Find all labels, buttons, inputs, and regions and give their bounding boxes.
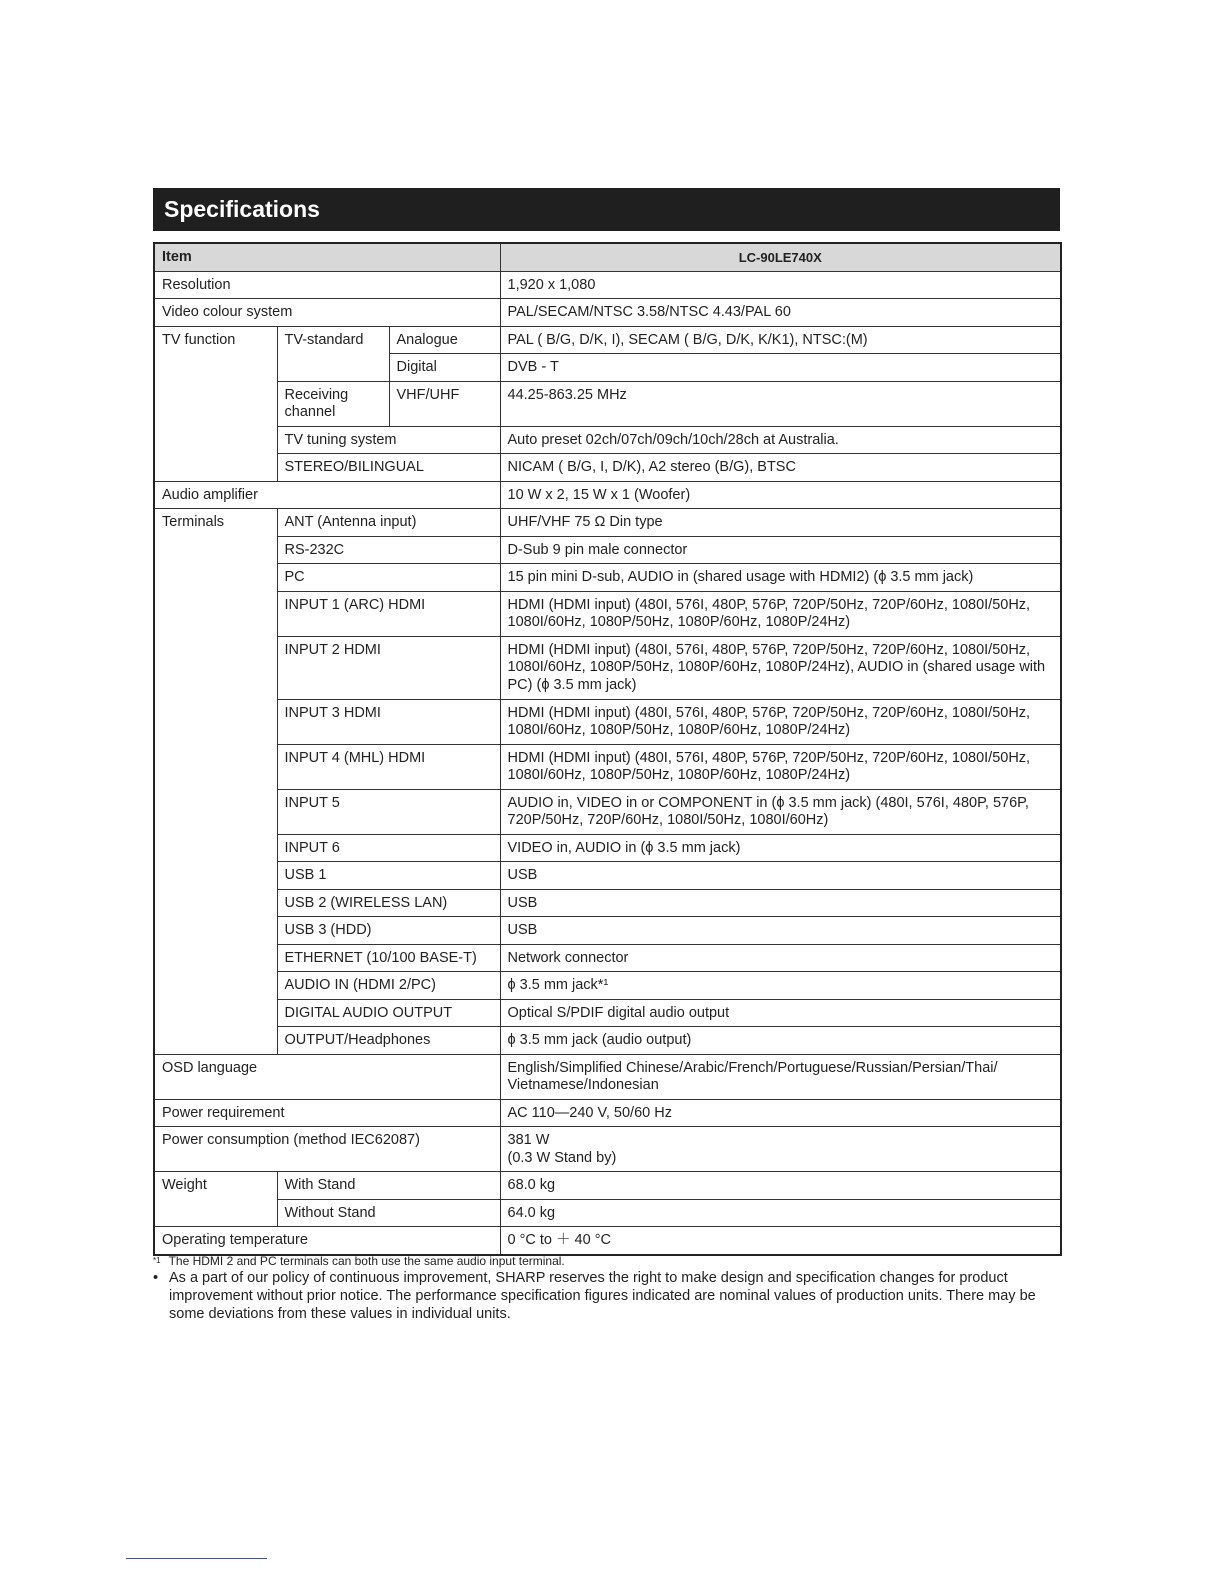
row-sublabel: Receiving channel [277,381,389,426]
row-value: 44.25-863.25 MHz [500,381,1061,426]
table-row [154,299,1061,327]
row-value: D-Sub 9 pin male connector [500,536,1061,564]
row-sublabel: INPUT 5 [277,789,500,834]
table-row [154,381,1061,426]
row-sublabel: DIGITAL AUDIO OUTPUT [277,999,500,1027]
row-value: ϕ 3.5 mm jack*¹ [500,972,1061,1000]
table-row [154,1172,1061,1200]
row-label: Operating temperature [154,1227,500,1255]
disclaimer-note [153,1269,1068,1323]
row-subsublabel: VHF/UHF [389,381,500,426]
row-sublabel: PC [277,564,500,592]
row-sublabel: ANT (Antenna input) [277,509,500,537]
row-sublabel: Without Stand [277,1199,500,1227]
table-row [154,699,1061,744]
row-label: Weight [154,1172,277,1227]
table-row [154,834,1061,862]
page-title: Specifications [153,188,1060,231]
table-row [154,1227,1061,1255]
row-sublabel: TV tuning system [277,426,500,454]
row-value: 15 pin mini D-sub, AUDIO in (shared usage with HDMI2) (ϕ 3.5 mm jack) [500,564,1061,592]
header-model: LC-90LE740X [500,243,1061,271]
row-sublabel: INPUT 3 HDMI [277,699,500,744]
table-row [154,917,1061,945]
row-label: OSD language [154,1054,500,1099]
row-sublabel: OUTPUT/Headphones [277,1027,500,1055]
table-row [154,889,1061,917]
row-value: UHF/VHF 75 Ω Din type [500,509,1061,537]
table-row [154,1199,1061,1227]
row-value: HDMI (HDMI input) (480I, 576I, 480P, 576P, 720P/50Hz, 720P/60Hz, 1080I/50Hz, 1080I/60Hz, 1080P/50Hz, 1080P/60Hz, 1080P/24Hz) [500,591,1061,636]
row-subsublabel: Analogue [389,326,500,354]
row-value: HDMI (HDMI input) (480I, 576I, 480P, 576P, 720P/50Hz, 720P/60Hz, 1080I/50Hz, 1080I/60Hz, 1080P/50Hz, 1080P/60Hz, 1080P/24Hz) [500,744,1061,789]
table-row [154,744,1061,789]
row-value: 64.0 kg [500,1199,1061,1227]
specifications-table [153,242,1062,1256]
row-value: Network connector [500,944,1061,972]
header-item: Item [154,243,500,271]
row-value: USB [500,917,1061,945]
table-row [154,1054,1061,1099]
footnote-mark: *1 [153,1256,161,1265]
row-label: Power requirement [154,1099,500,1127]
row-label: TV function [154,326,277,481]
row-sublabel: With Stand [277,1172,500,1200]
row-label: Resolution [154,271,500,299]
table-header-row [154,243,1061,271]
table-row [154,509,1061,537]
row-sublabel: INPUT 1 (ARC) HDMI [277,591,500,636]
row-value: AUDIO in, VIDEO in or COMPONENT in (ϕ 3.5 mm jack) (480I, 576I, 480P, 576P, 720P/50Hz, 720P/60Hz, 1080I/50Hz, 1080I/60Hz) [500,789,1061,834]
row-sublabel: INPUT 6 [277,834,500,862]
row-value: Auto preset 02ch/07ch/09ch/10ch/28ch at Australia. [500,426,1061,454]
table-row [154,1027,1061,1055]
table-row [154,271,1061,299]
row-value [500,1127,1061,1172]
table-row [154,789,1061,834]
row-value: PAL ( B/G, D/K, I), SECAM ( B/G, D/K, K/K1), NTSC:(M) [500,326,1061,354]
row-value: Optical S/PDIF digital audio output [500,999,1061,1027]
row-value: 0 °C to ＋ 40 °C [500,1227,1061,1255]
row-sublabel: STEREO/BILINGUAL [277,454,500,482]
table-row [154,591,1061,636]
footnote [153,1252,1068,1270]
row-value: AC 110—240 V, 50/60 Hz [500,1099,1061,1127]
table-row [154,1099,1061,1127]
table-row [154,536,1061,564]
row-sublabel: USB 1 [277,862,500,890]
row-value: VIDEO in, AUDIO in (ϕ 3.5 mm jack) [500,834,1061,862]
row-value: HDMI (HDMI input) (480I, 576I, 480P, 576P, 720P/50Hz, 720P/60Hz, 1080I/50Hz, 1080I/60Hz, 1080P/50Hz, 1080P/60Hz, 1080P/24Hz) [500,699,1061,744]
row-sublabel: ETHERNET (10/100 BASE-T) [277,944,500,972]
row-value: PAL/SECAM/NTSC 3.58/NTSC 4.43/PAL 60 [500,299,1061,327]
power-value-standby: (0.3 W Stand by) [507,1149,617,1166]
row-value: English/Simplified Chinese/Arabic/French/Portuguese/Russian/Persian/Thai/ Vietnamese/Indonesian [500,1054,1061,1099]
table-row [154,326,1061,354]
table-row [154,862,1061,890]
table-row [154,481,1061,509]
row-value: HDMI (HDMI input) (480I, 576I, 480P, 576P, 720P/50Hz, 720P/60Hz, 1080I/50Hz, 1080I/60Hz, 1080P/50Hz, 1080P/60Hz, 1080P/24Hz), AUDIO in (shared usage with PC) (ϕ 3.5 mm jack) [500,636,1061,699]
row-value: 68.0 kg [500,1172,1061,1200]
row-sublabel: USB 2 (WIRELESS LAN) [277,889,500,917]
row-sublabel: USB 3 (HDD) [277,917,500,945]
disclaimer-text: As a part of our policy of continuous improvement, SHARP reserves the right to make design and specification changes for product improvement without prior notice. The performance specification figures indicated are nominal values of production units. There may be some deviations from these values in individual units. [169,1270,1036,1322]
row-value: USB [500,862,1061,890]
row-sublabel: AUDIO IN (HDMI 2/PC) [277,972,500,1000]
row-sublabel: RS-232C [277,536,500,564]
row-sublabel: TV-standard [277,326,389,381]
page-divider [126,1558,267,1559]
bullet-icon: • [153,1270,159,1286]
table-row [154,564,1061,592]
table-row [154,999,1061,1027]
row-value: USB [500,889,1061,917]
row-value: NICAM ( B/G, I, D/K), A2 stereo (B/G), BTSC [500,454,1061,482]
row-label: Video colour system [154,299,500,327]
row-label: Audio amplifier [154,481,500,509]
row-value: 1,920 x 1,080 [500,271,1061,299]
row-value: ϕ 3.5 mm jack (audio output) [500,1027,1061,1055]
row-label: Power consumption (method IEC62087) [154,1127,500,1172]
table-row [154,1127,1061,1172]
table-row [154,944,1061,972]
table-row [154,454,1061,482]
table-row [154,426,1061,454]
row-sublabel: INPUT 4 (MHL) HDMI [277,744,500,789]
row-label: Terminals [154,509,277,1055]
footnote-text: The HDMI 2 and PC terminals can both use the same audio input terminal. [168,1254,565,1268]
row-value: 10 W x 2, 15 W x 1 (Woofer) [500,481,1061,509]
table-row [154,972,1061,1000]
row-subsublabel: Digital [389,354,500,382]
row-sublabel: INPUT 2 HDMI [277,636,500,699]
power-value-main: 381 W [507,1132,550,1148]
table-row [154,636,1061,699]
row-value: DVB - T [500,354,1061,382]
